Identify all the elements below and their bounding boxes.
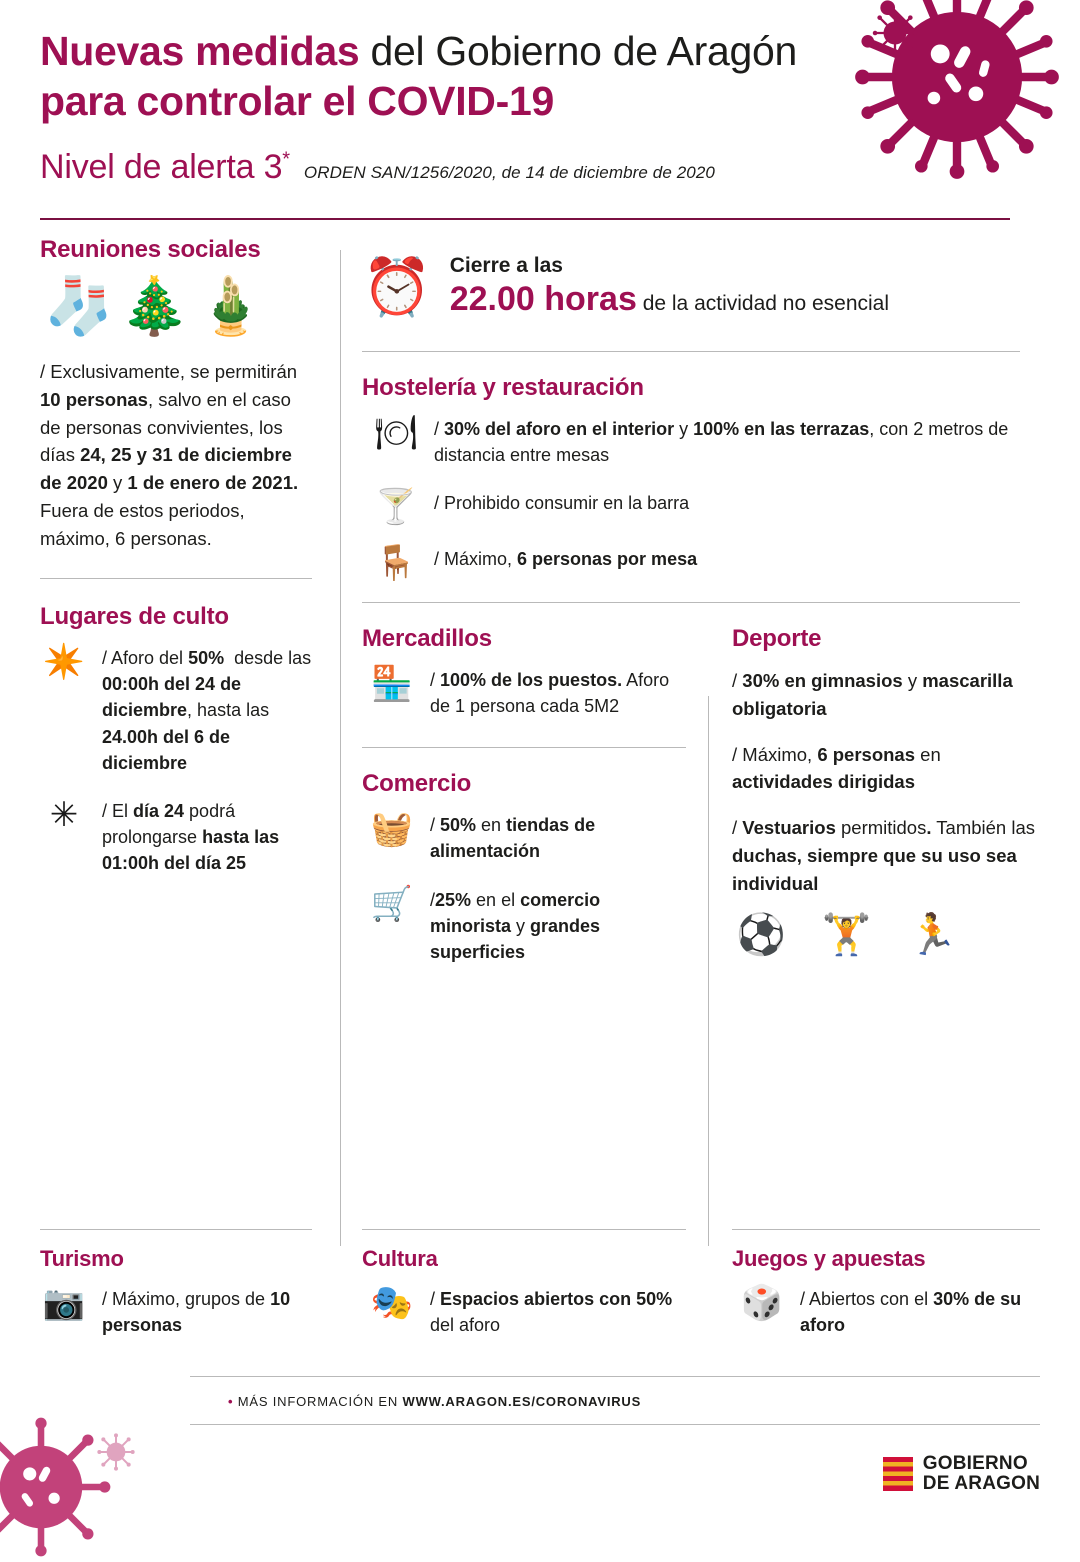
- cocktail-icon: 🍸: [374, 488, 418, 527]
- sport-item-text: / 30% en gimnasios y mascarilla obligatoria: [732, 670, 1013, 719]
- vertical-divider-right: [708, 696, 709, 1246]
- alarm-clock-icon: ⏰: [362, 254, 432, 318]
- worship-item-1-text: / Aforo del 50% desde las 00:00h del 24 de diciembre, hasta las 24.00h del 6 de diciembre: [102, 648, 312, 773]
- alert-level-asterisk: *: [282, 148, 290, 171]
- weightlifting-icon: 🏋️: [821, 913, 872, 958]
- commerce-item: [362, 812, 686, 864]
- document-header: [0, 0, 1080, 236]
- closing-line-2-rest: de la actividad no esencial: [636, 292, 890, 315]
- aragon-flag-icon: [883, 1457, 913, 1491]
- closing-hours: 22.00 horas: [449, 280, 637, 318]
- sport-item-text: / Máximo, 6 personas en actividades dirigidas: [732, 743, 941, 793]
- tourism-item-text: / Máximo, grupos de 10 personas: [102, 1288, 291, 1335]
- more-info-prefix: MÁS INFORMACIÓN EN: [237, 1394, 403, 1409]
- title-part-2: del Gobierno de Aragón: [359, 28, 798, 74]
- column-left: [40, 236, 340, 1366]
- divider: [362, 747, 686, 748]
- section-title-lugares-de-culto: Lugares de culto: [40, 603, 229, 631]
- star-icon: ✳: [49, 795, 79, 834]
- culture-item: [362, 1283, 686, 1338]
- footer-divider-top: [190, 1376, 1040, 1377]
- logo-line-1: GOBIERNO: [922, 1453, 1028, 1475]
- coronavirus-small-icon: [872, 10, 918, 56]
- more-info-url[interactable]: WWW.ARAGON.ES/CORONAVIRUS: [402, 1394, 642, 1409]
- christmas-bauble-icon: 🎍: [195, 274, 266, 337]
- section-title-reuniones-sociales: Reuniones sociales: [40, 236, 261, 263]
- title-part-1: Nuevas medidas: [40, 28, 360, 74]
- running-icon: 🏃: [907, 913, 958, 958]
- camera-icon: 📷: [42, 1283, 86, 1322]
- section-title-mercadillos: Mercadillos: [362, 625, 492, 653]
- hospitality-item: [372, 416, 1030, 468]
- title-part-3: para controlar el COVID-19: [40, 78, 554, 125]
- commerce-item: [362, 884, 686, 965]
- hospitality-item-text: / Máximo, 6 personas por mesa: [434, 549, 698, 570]
- gambling-item-text: / Abiertos con el 30% de su aforo: [800, 1288, 1022, 1335]
- food-tray-icon: 🍽: [374, 414, 418, 452]
- tourism-section: [40, 1229, 340, 1360]
- document-footer: [0, 1368, 1080, 1528]
- market-stall-icon: 🏪: [370, 665, 414, 704]
- hospitality-item: [372, 544, 1030, 583]
- vertical-divider-left: [340, 250, 341, 1246]
- divider: [362, 1229, 686, 1230]
- section-title-deporte: Deporte: [732, 625, 822, 653]
- food-basket-icon: 🧺: [370, 810, 414, 849]
- sparkle-icon: ✴️: [42, 643, 86, 682]
- right-area: [340, 236, 1040, 1366]
- divider: [362, 351, 1020, 352]
- divider: [40, 1229, 312, 1230]
- coronavirus-footer-small-icon: [96, 1432, 136, 1472]
- divider: [362, 602, 1020, 603]
- alert-level: [40, 148, 290, 187]
- divider: [732, 1229, 1040, 1230]
- hospitality-item-text: / Prohibido consumir en la barra: [434, 493, 690, 514]
- alert-level-text: Nivel de alerta 3: [40, 148, 283, 187]
- bullet-icon: •: [228, 1394, 234, 1409]
- culture-section: [340, 1229, 708, 1360]
- order-reference: ORDEN SAN/1256/2020, de 14 de diciembre de 2020: [303, 163, 715, 183]
- more-info-line: [228, 1394, 641, 1409]
- worship-item-2-text: / El día 24 podrá prolongarse hasta las 01:00h del día 25: [102, 800, 280, 873]
- section-title-hosteleria: Hostelería y restauración: [362, 374, 644, 401]
- header-divider: [40, 218, 1010, 220]
- commerce-item-text: /25% en el comercio minorista y grandes superficies: [430, 889, 601, 962]
- section-title-comercio: Comercio: [362, 770, 472, 798]
- festive-icons: [44, 274, 314, 337]
- shopping-cart-icon: 🛒: [370, 884, 414, 923]
- section-title-juegos: Juegos y apuestas: [732, 1245, 926, 1271]
- christmas-tree-icon: 🎄: [119, 274, 190, 337]
- social-text: / Exclusivamente, se permitirán 10 personas, salvo en el caso de personas convivientes, los días 24, 25 y 31 de diciembre de 2020 y 1 de enero de 2021. Fuera de estos periodos, máximo, 6 personas.: [40, 361, 299, 549]
- main-content: [0, 236, 1080, 1366]
- footer-divider-bottom: [190, 1424, 1040, 1425]
- table-chairs-icon: 🪑: [374, 544, 418, 583]
- gobierno-de-aragon-logo: [883, 1454, 1040, 1494]
- section-title-cultura: Cultura: [362, 1245, 438, 1271]
- bottom-sections: [0, 1229, 1080, 1360]
- commerce-item-text: / 50% en tiendas de alimentación: [430, 815, 596, 862]
- culture-item-text: / Espacios abiertos con 50% del aforo: [430, 1288, 673, 1335]
- page-title: [40, 26, 870, 126]
- soccer-ball-icon: ⚽: [736, 913, 786, 958]
- gambling-item: [732, 1283, 1040, 1338]
- theatre-masks-icon: 🎭: [370, 1283, 414, 1322]
- sport-icons: [736, 913, 1040, 958]
- worship-item-1: [40, 645, 314, 775]
- hospitality-item-text: / 30% del aforo en el interior y 100% en las terrazas, con 2 metros de distancia entre mesas: [434, 419, 1009, 466]
- gambling-section: [708, 1229, 1040, 1360]
- hospitality-item: [372, 488, 1030, 527]
- tourism-item: [40, 1283, 314, 1338]
- closing-line-1: Cierre a las: [449, 254, 563, 277]
- sport-item-text: / Vestuarios permitidos. También las duchas, siempre que su uso sea individual: [732, 817, 1036, 894]
- markets-item: [362, 667, 686, 719]
- logo-line-2: DE ARAGON: [922, 1473, 1040, 1495]
- dice-icon: 🎲: [740, 1283, 784, 1322]
- divider: [40, 578, 312, 579]
- christmas-stocking-icon: 🧦: [44, 274, 114, 337]
- markets-item-text: / 100% de los puestos. Aforo de 1 persona cada 5M2: [430, 670, 670, 717]
- section-title-turismo: Turismo: [40, 1245, 124, 1271]
- closing-banner: [340, 236, 1040, 625]
- worship-item-2: [40, 795, 314, 876]
